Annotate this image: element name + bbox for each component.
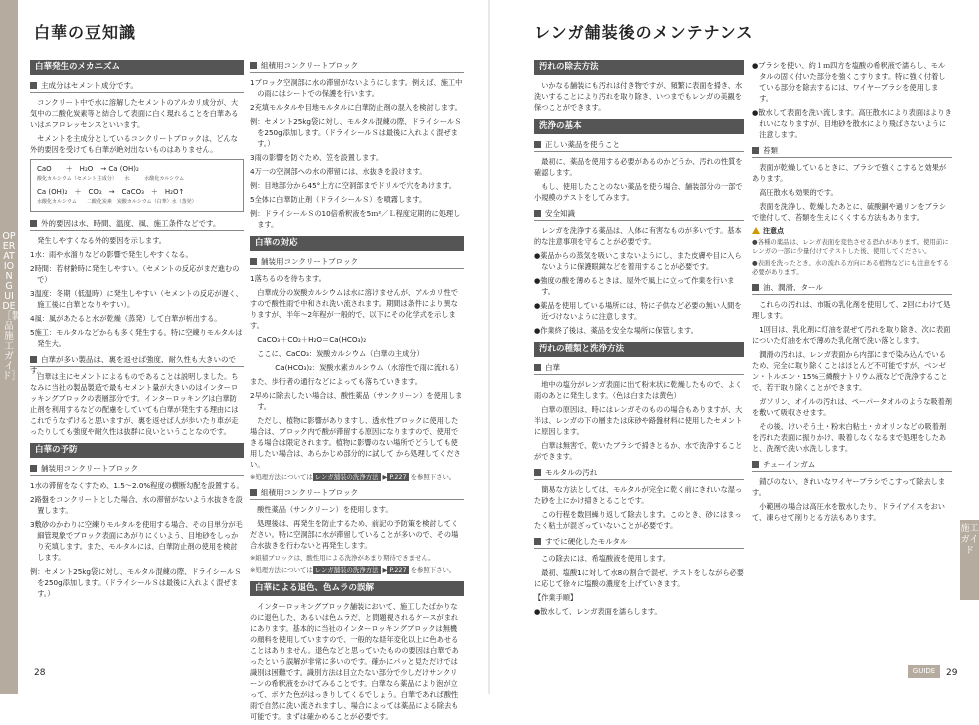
subsection-header: 組積用コンクリートブロック [250, 487, 464, 500]
paragraph: 錆びのない、きれいなワイヤーブラシでこすって除去します。 [752, 477, 946, 497]
paragraph: 高圧散水も効果的です。 [759, 188, 838, 197]
page-title: レンガ舗装後のメンテナンス [534, 23, 754, 42]
caution-header: 注意点 [752, 226, 952, 236]
list-item: 例：目地部分から45°上方に空洞部までドリルで穴をあけます。 [250, 181, 457, 190]
paragraph: 1回目は、乳化剤に灯油を混ぜて汚れを取り除き、次に表面についた灯油を水で薄めた乳化剤で洗い落とします。 [752, 325, 951, 345]
right-column-2 [752, 60, 952, 526]
paragraph: ガソリン、オイルの汚れは、ペーパータオルのような吸着剤を敷いて吸収させます。 [752, 397, 952, 417]
list-item: 1水の滞留をなくすため、1.5～2.0%程度の横断勾配を設置する。 [30, 481, 244, 490]
paragraph: その後、けいそう土・粉末白粘土・カオリンなどの吸着剤を汚れた表面に振りかけ、吸着しなくなるまで処理をしたあと、洗剤で洗い水洗しします。 [752, 422, 947, 453]
subsection-header: 白華が多い製品は、裏を返せば強度、耐久性も大きいのです。 [30, 354, 244, 367]
reference-link[interactable]: レンガ舗装の洗浄方法 [314, 566, 379, 574]
list-item: 4風：風があたると水が乾燥（蒸発）して白華が析出する。 [30, 314, 222, 323]
paragraph: もし、使用したことのない薬品を使う場合、舗装部分の一部で小規模のテストをしてみます。 [534, 182, 743, 202]
subsection-header: チューインガム [752, 459, 952, 472]
paragraph: 酸性薬品（サンクリーン）を使用します。 [257, 505, 393, 514]
list-item: 4万一の空洞部への水の滞留には、水抜きを設けます。 [250, 167, 427, 176]
right-page [490, 0, 979, 694]
square-icon [534, 141, 541, 148]
paragraph: 表面を洗浄し、乾燥したあとに、硫酸銅や過リンをブラシで塗付して、苔類を生えにくくする方法もあります。 [752, 202, 947, 222]
section-header: 白華による退色、色ムラの誤解 [250, 581, 464, 596]
paragraph: 白華成分の炭酸カルシウムは水に溶けませんが、アルカリ性ですので酸性雨で中和され洗い流されます。期間は条件により異なりますが、半年～2年程が一般的で、以下にその化学式を示します。 [250, 288, 458, 330]
square-icon [30, 465, 37, 472]
list-item: ●薬品を使用している場所には、特に子供など必要の無い人間を近づけないように注意します。 [534, 301, 742, 321]
section-header: 汚れの除去方法 [534, 60, 744, 75]
list-item: 1ブロック空洞部に水の滞留がないようにします。例えば、施工中の雨にはシートでの保護を行います。 [250, 78, 463, 98]
square-icon [752, 284, 759, 291]
subsection-header: 舗装用コンクリートブロック [250, 256, 464, 269]
paragraph: 【作業手順】 [534, 593, 578, 602]
caution-item: ●各種の薬品は、レンガ表面を変色させる恐れがあります。使用前にレンガの一部に少量付けてテストした後、使用してください。 [752, 238, 949, 255]
subsection-header: モルタルの汚れ [534, 467, 744, 480]
subsection-header: 正しい薬品を使うこと [534, 139, 744, 152]
paragraph: ただし、植物に影響がありますし、透水性ブロックに使用した場合は、ブロック内で酸が滞留する原因になりますので、使用できる場合は限定されます。植物に影響のない場所でどうしても使用したい場合は、あらかじめ部分的に試して から処理してください。 [250, 416, 461, 469]
square-icon [250, 489, 257, 496]
square-icon [250, 62, 257, 69]
paragraph: セメントを主成分としているコンクリートブロックは、どんな外的要因を受けても白華が絶対出ないものはありません。 [30, 134, 238, 154]
list-item: 2充填モルタルや目地モルタルに白華防止剤の混入を検討します。 [250, 103, 462, 112]
list-item: 例：ドライシールＳの10倍希釈液を5ｍ²／Ｌ程度定期的に処理します。 [250, 209, 461, 229]
subsection-header: 主成分はセメント成分です。 [30, 80, 244, 93]
left-column-1 [30, 60, 244, 602]
square-icon [534, 469, 541, 476]
paragraph: 白華の原因は、時にはレンガそのものの場合もありますが、大半は、レンガの下の層または床砂や路盤材料に使用したセメントに原因します。 [534, 405, 743, 436]
reference-note: ※処理方法については レンガ舗装の洗浄方法 ▶ P.227 を参照下さい。 [250, 566, 456, 574]
section-header: 洗浄の基本 [534, 119, 744, 134]
subsection-header: 白華 [534, 362, 744, 375]
spine-tab [0, 0, 22, 694]
section-header: 白華発生のメカニズム [30, 60, 244, 75]
list-item: 2路盤をコンクリートとした場合、水の滞留がないよう水抜きを設置します。 [30, 495, 243, 515]
paragraph: いかなる舗装にも汚れは付き物ですが、頻繁に表面を掃き、水洗いすることにより汚れを取り除き、いつまでもレンガの美観を保つことができます。 [534, 81, 743, 112]
subsection-header: すでに硬化したモルタル [534, 536, 744, 549]
section-header: 汚れの種類と洗浄方法 [534, 342, 744, 357]
paragraph: 白華は無害で、乾いたブラシで掃きとるか、水で洗浄することができます。 [534, 441, 743, 461]
page-number: 28 [34, 668, 46, 678]
paragraph: 処理後は、再発生を防止するため、前記の予防策を検討してください。特に空洞部に水が滞留していることが多いので、その場合水抜きを行わないと再発生します。 [250, 519, 459, 550]
reference-note: ※処理方法については レンガ舗装の洗浄方法 ▶ P.227 を参照下さい。 [250, 473, 456, 481]
subsection-header: 安全知識 [534, 208, 744, 221]
list-item: 例：セメント25kg袋に対し、モルタル混練の際、ドライシールＳを250g添加します。（ドライシールＳは最後に入れよく混ぜます。） [30, 567, 242, 598]
list-item: 3敷砂のかわりに空練りモルタルを使用する場合、その目単分が毛細管現象でブロック表面にあがりにくいよう、目地砂をしっかり充填します。また、モルタルには、白華防止剤の使用を検討します。 [30, 520, 243, 562]
paragraph: この除去には、希塩酸液を使用します。 [541, 554, 670, 563]
square-icon [250, 258, 257, 265]
section-header: 白華の予防 [30, 443, 244, 458]
paragraph: また、歩行者の通行などによっても落ちていきます。 [250, 377, 422, 386]
subsection-header: 舗装用コンクリートブロック [30, 463, 244, 476]
paragraph: 簡易な方法としては、モルタルが完全に乾く前にきれいな湿った砂を上にかけ掃きとることです。 [534, 485, 743, 505]
subsection-header: 苔類 [752, 145, 952, 158]
warning-icon [752, 227, 760, 234]
list-item: ●ブラシを使い、約１ｍ四方を塩酸の希釈液で濡らし、モルタルの固く付いた部分を強くこすります。特に強く付着している部分を除去するには、ワイヤーブラシを使用します。 [752, 61, 946, 103]
section-tab: 施工ガイド [960, 520, 979, 600]
left-page [0, 0, 489, 721]
list-item: ●強度の酸を薄めるときは、屋外で風上に立って作業を行います。 [534, 276, 735, 296]
paragraph: この行程を数回繰り返して除去します。このとき、砂にはまったく粘土が混ざっていないことが必要です。 [534, 510, 742, 530]
square-icon [30, 220, 37, 227]
reference-link[interactable]: レンガ舗装の洗浄方法 [314, 473, 379, 481]
paragraph: コンクリート中で水に溶解したセメントのアルカリ成分が、大気中の二酸化炭素等と結合して表面に白く現れることを白華あるいはエフロレッセンスといいます。 [30, 98, 239, 129]
square-icon [752, 461, 759, 468]
right-column-1 [534, 60, 744, 620]
square-icon [752, 147, 759, 154]
list-item: ●作業終了後は、薬品を安全な場所に保管します。 [534, 326, 698, 335]
square-icon [30, 82, 37, 89]
list-item: 3雨の影響を防ぐため、笠を設置します。 [250, 153, 384, 162]
caution-item: ●表面を洗ったとき、水の流れる方向にある植物などにも注意をする必要があります。 [752, 259, 950, 276]
paragraph: インターロッキングブロック舗装において、施工したばかりなのに退色した、あるいは色ムラだ、と問題視されるケースがまれにあります。基本的に当社のインターロッキングブロックは無機の顔料を使用していますので、一般的な経年変化以上に色あせることはありません。退色などと思っていたものの要因は白華であったという誤解が非常に多いのです。確かにパッと見ただけでは識別は困難です。識別方法は目立たない部分で少しだけサンクリーンの希釈液をかけてみることです。白華なら薬品により泡が立って、ボケた色がはっきりしてくるでしょう。白華であれば酸性雨で自然に洗い流されますし、場合によっては薬品による除去も可能です。まずは確かめることが必要です。 [250, 602, 459, 721]
paragraph: 白華は主にセメントによるものであることは説明しました。ちなみに当社の製品製造で最もセメント量が大きいのはインターロッキングブロックの表層部分です。インターロッキングは白華防止剤を利用するなどの配慮をしていても白華が発生する理由にはこれでうなずけると思いますが、裏を返せば人が歩いたり車が走ったりしても強度や耐久性は抜群に良いということなのです。 [30, 372, 239, 436]
paragraph: レンガを洗浄する薬品は、人体に有害なものが多いです。基本的な注意事項を守ることが必要です。 [534, 226, 742, 246]
spine-text: OPERATION GUIDE［製品施工ガイド］ [2, 231, 22, 382]
page-title: 白華の豆知識 [34, 23, 137, 42]
formula-note: ここに、CaCO₃：炭酸カルシウム（白華の主成分） [257, 349, 424, 358]
list-item: 3温度：冬期（低温時）に発生しやすい（セメントの反応が遅く、施工後に白華となりやすい）。 [30, 289, 243, 309]
guide-label: GUIDE [908, 665, 940, 678]
paragraph: 発生しやすくなる外的要因を示します。 [37, 236, 166, 245]
paragraph: これらの汚れは、市販の乳化剤を使用して、2回にわけて処理します。 [752, 300, 951, 320]
formula-note: Ca(HCO₃)₂：炭酸水素カルシウム（水溶性で雨に流れる） [275, 363, 463, 372]
list-item: ●散水して、レンガ表面を濡らします。 [534, 607, 662, 616]
list-item: ●薬品からの蒸気を吸いこまないようにし、また皮膚や目に入らないように保護眼鏡などを着用することが必要です。 [534, 251, 742, 271]
list-item: 例：セメント25kg袋に対し、モルタル混練の際、ドライシールＳを250g添加します。（ドライシールＳは最後に入れよく混ぜます。） [250, 117, 462, 148]
note: ※組積ブロックは、酸性用による洗浄があまり期待できません。 [250, 554, 435, 562]
section-header: 白華の対応 [250, 236, 464, 251]
paragraph: 最初、塩酸1に対して水8の割合で混ぜ、テストをしながら必要に応じて徐々に塩酸の濃度を上げていきます。 [534, 568, 744, 588]
subsection-header: 油、潤滑、タール [752, 282, 952, 295]
formula: CaCO₃＋CO₂＋H₂O＝Ca(HCO₃)₂ [257, 335, 367, 344]
paragraph: 地中の塩分がレンガ表面に出て粉末状に乾燥したもので、よく雨のあとに発生します。（色は白または黄色） [534, 380, 743, 400]
list-item: 2早めに除去したい場合は、酸性薬品（サンクリーン）を使用します。 [250, 391, 463, 411]
paragraph: 最初に、薬品を使用する必要があるのかどうか、汚れの性質を確認します。 [534, 157, 743, 177]
left-column-2 [250, 60, 464, 725]
list-item: 1落ちるのを待ちます。 [250, 274, 326, 283]
square-icon [534, 210, 541, 217]
list-item: 5全体に白華防止剤（ドライシールＳ）を噴霧します。 [250, 195, 427, 204]
subsection-header: 組積用コンクリートブロック [250, 60, 464, 73]
square-icon [534, 538, 541, 545]
chemical-formula-box: CaO ＋ H₂O → Ca (OH)₂ 酸化カルシウム（セメント主成分） 水 水酸化カルシウム Ca (OH)₂ ＋ CO₂ → CaCO₃ ＋ H₂O↑ 水酸化カルシウム 二酸化炭素 炭酸カルシウム（白華）水（蒸発） [30, 159, 244, 212]
list-item: 2時間：若材齢時に発生しやすい。（セメントの反応がまだ進むので） [30, 264, 240, 284]
list-item: 5施工：モルタルなどからも多く発生する。特に空練りモルタルは発生大。 [30, 328, 243, 348]
list-item: 1水：雨や水溜りなどの影響で発生しやすくなる。 [30, 250, 193, 259]
subsection-header: 外的要因は水、時間、温度、風、施工条件などです。 [30, 218, 244, 231]
square-icon [30, 356, 37, 363]
page-number: 29 [946, 668, 958, 678]
list-item: ●散水して表面を洗い流します。高圧散水により表面はよりきれいになりますが、目地砂を散水により飛ばさないように注意します。 [752, 108, 952, 139]
paragraph: 表面が乾燥しているときに、ブラシで強くこすると効果があります。 [752, 163, 947, 183]
paragraph: 潤滑の汚れは、レンガ表面から内部にまで染み込んでいるため、完全に取り除くことはほとんど不可能ですが、ベンゼン・トルエン・15%三燐酸ナトリウム液などで洗浄することで、若干取り除くことができます。 [752, 350, 948, 392]
square-icon [534, 364, 541, 371]
paragraph: 小範囲の場合は高圧水を散水したり、ドライアイスをおいて、凍らせて削りとる方法もあります。 [752, 502, 945, 522]
